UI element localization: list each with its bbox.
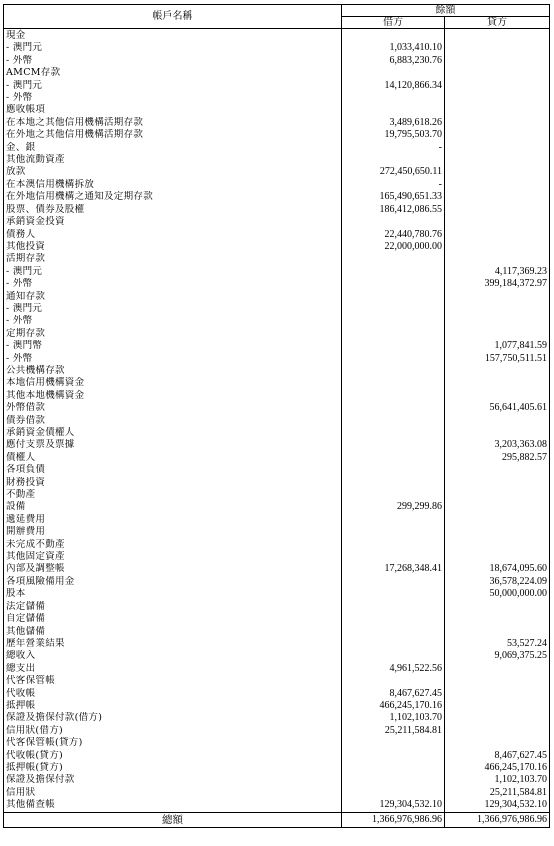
- table-row: [4, 551, 550, 563]
- debit-cell: [342, 402, 445, 414]
- credit-cell: [445, 154, 550, 166]
- account-name-cell: 其他本地機構資金: [4, 390, 342, 402]
- balance-sheet: [3, 4, 549, 840]
- table-row: [4, 92, 550, 104]
- account-name-cell: 代客保管帳(貸方): [4, 737, 342, 749]
- account-name-cell: 未完成不動產: [4, 539, 342, 551]
- account-name-cell: 其他儲備: [4, 626, 342, 638]
- table-row: [4, 104, 550, 116]
- credit-cell: [445, 725, 550, 737]
- debit-cell: 6,883,230.76: [342, 55, 445, 67]
- credit-cell: [445, 328, 550, 340]
- account-name-cell: 活期存款: [4, 253, 342, 265]
- account-name-cell: 在本澳信用機構拆放: [4, 179, 342, 191]
- credit-cell: [445, 712, 550, 724]
- debit-cell: [342, 762, 445, 774]
- table-row: [4, 675, 550, 687]
- credit-header: 貸方: [445, 17, 550, 29]
- debit-cell: 25,211,584.81: [342, 725, 445, 737]
- table-row: [4, 204, 550, 216]
- debit-cell: [342, 452, 445, 464]
- account-name-cell: 本地信用機構資金: [4, 377, 342, 389]
- credit-cell: [445, 29, 550, 43]
- account-name-cell: 承銷資金投資: [4, 216, 342, 228]
- debit-cell: 186,412,086.55: [342, 204, 445, 216]
- credit-cell: [445, 501, 550, 513]
- debit-cell: [342, 439, 445, 451]
- table-row: [4, 117, 550, 129]
- account-name-cell: - 外幣: [4, 55, 342, 67]
- table-row: [4, 501, 550, 513]
- debit-cell: 22,000,000.00: [342, 241, 445, 253]
- credit-cell: [445, 427, 550, 439]
- table-row: [4, 328, 550, 340]
- credit-cell: 399,184,372.97: [445, 278, 550, 290]
- total-label: 總額: [4, 812, 342, 827]
- table-row: [4, 67, 550, 79]
- account-name-cell: - 澳門幣: [4, 340, 342, 352]
- credit-cell: [445, 117, 550, 129]
- total-debit: 1,366,976,986.96: [342, 812, 445, 827]
- table-row: [4, 489, 550, 501]
- account-name-cell: 內部及調整帳: [4, 563, 342, 575]
- credit-cell: 4,117,369.23: [445, 266, 550, 278]
- account-name-cell: 抵押帳(貸方): [4, 762, 342, 774]
- credit-cell: [445, 365, 550, 377]
- debit-cell: [342, 613, 445, 625]
- credit-cell: [445, 166, 550, 178]
- credit-cell: [445, 191, 550, 203]
- debit-cell: [342, 774, 445, 786]
- debit-cell: 1,033,410.10: [342, 42, 445, 54]
- account-name-cell: 總收入: [4, 650, 342, 662]
- debit-cell: [342, 390, 445, 402]
- debit-cell: [342, 377, 445, 389]
- account-name-cell: - 外幣: [4, 315, 342, 327]
- table-row: [4, 216, 550, 228]
- credit-cell: [445, 626, 550, 638]
- debit-cell: [342, 477, 445, 489]
- table-row: [4, 303, 550, 315]
- account-name-cell: 在外地之其他信用機構活期存款: [4, 129, 342, 141]
- table-row: [4, 799, 550, 812]
- debit-cell: 129,304,532.10: [342, 799, 445, 812]
- credit-cell: 1,102,103.70: [445, 774, 550, 786]
- credit-cell: [445, 601, 550, 613]
- debit-cell: -: [342, 142, 445, 154]
- table-row: [4, 576, 550, 588]
- debit-cell: [342, 650, 445, 662]
- account-name-cell: - 外幣: [4, 353, 342, 365]
- account-name-cell: - 澳門元: [4, 42, 342, 54]
- table-row: [4, 191, 550, 203]
- table-row: [4, 229, 550, 241]
- debit-cell: [342, 291, 445, 303]
- credit-cell: [445, 477, 550, 489]
- credit-cell: [445, 291, 550, 303]
- credit-cell: [445, 539, 550, 551]
- debit-cell: [342, 514, 445, 526]
- debit-cell: [342, 638, 445, 650]
- table-row: [4, 266, 550, 278]
- account-name-cell: 抵押帳: [4, 700, 342, 712]
- account-name-cell: 信用狀: [4, 787, 342, 799]
- credit-cell: [445, 464, 550, 476]
- credit-cell: 50,000,000.00: [445, 588, 550, 600]
- table-row: [4, 80, 550, 92]
- credit-cell: [445, 688, 550, 700]
- table-row: [4, 154, 550, 166]
- account-name-cell: 債務人: [4, 229, 342, 241]
- account-name-cell: 承銷資金債權人: [4, 427, 342, 439]
- debit-cell: [342, 315, 445, 327]
- account-name-cell: 股票、債券及股權: [4, 204, 342, 216]
- account-name-cell: 各項風險備用金: [4, 576, 342, 588]
- credit-cell: [445, 514, 550, 526]
- credit-cell: [445, 390, 550, 402]
- credit-cell: [445, 663, 550, 675]
- debit-cell: 1,102,103.70: [342, 712, 445, 724]
- total-credit: 1,366,976,986.96: [445, 812, 550, 827]
- account-name-cell: 公共機構存款: [4, 365, 342, 377]
- account-name-cell: 其他流動資產: [4, 154, 342, 166]
- debit-cell: [342, 353, 445, 365]
- balance-header: 餘額: [342, 5, 550, 17]
- debit-cell: [342, 427, 445, 439]
- debit-cell: [342, 737, 445, 749]
- credit-cell: 8,467,627.45: [445, 750, 550, 762]
- table-row: [4, 588, 550, 600]
- account-name-cell: - 外幣: [4, 278, 342, 290]
- debit-cell: 14,120,866.34: [342, 80, 445, 92]
- credit-cell: 157,750,511.51: [445, 353, 550, 365]
- debit-cell: [342, 266, 445, 278]
- table-row: [4, 563, 550, 575]
- total-row: [4, 812, 550, 827]
- credit-cell: [445, 613, 550, 625]
- account-name-cell: 各項負債: [4, 464, 342, 476]
- credit-cell: 9,069,375.25: [445, 650, 550, 662]
- credit-cell: 25,211,584.81: [445, 787, 550, 799]
- table-row: [4, 241, 550, 253]
- table-row: [4, 712, 550, 724]
- account-name-cell: 代客保管帳: [4, 675, 342, 687]
- credit-cell: [445, 303, 550, 315]
- debit-cell: [342, 278, 445, 290]
- table-row: [4, 253, 550, 265]
- debit-cell: [342, 67, 445, 79]
- account-name-cell: 在外地信用機構之通知及定期存款: [4, 191, 342, 203]
- credit-cell: [445, 55, 550, 67]
- debit-cell: -: [342, 179, 445, 191]
- account-name-cell: 現金: [4, 29, 342, 43]
- credit-cell: [445, 92, 550, 104]
- table-row: [4, 688, 550, 700]
- table-row: [4, 142, 550, 154]
- account-name-cell: 放款: [4, 166, 342, 178]
- table-row: [4, 340, 550, 352]
- table-row: [4, 278, 550, 290]
- credit-cell: [445, 104, 550, 116]
- account-name-cell: 其他備查帳: [4, 799, 342, 812]
- debit-cell: [342, 92, 445, 104]
- table-row: [4, 787, 550, 799]
- table-row: [4, 514, 550, 526]
- account-name-cell: 股本: [4, 588, 342, 600]
- credit-cell: 129,304,532.10: [445, 799, 550, 812]
- account-name-cell: 信用狀(借方): [4, 725, 342, 737]
- credit-cell: [445, 737, 550, 749]
- debit-cell: 19,795,503.70: [342, 129, 445, 141]
- table-row: [4, 129, 550, 141]
- debit-cell: 4,961,522.56: [342, 663, 445, 675]
- credit-cell: [445, 204, 550, 216]
- table-row: [4, 402, 550, 414]
- credit-cell: [445, 67, 550, 79]
- account-name-cell: 保證及擔保付款(借方): [4, 712, 342, 724]
- debit-cell: [342, 551, 445, 563]
- table-row: [4, 377, 550, 389]
- account-name-cell: 債權人: [4, 452, 342, 464]
- credit-cell: [445, 142, 550, 154]
- table-row: [4, 42, 550, 54]
- credit-cell: 36,578,224.09: [445, 576, 550, 588]
- credit-cell: [445, 551, 550, 563]
- debit-cell: 8,467,627.45: [342, 688, 445, 700]
- credit-cell: [445, 489, 550, 501]
- table-row: [4, 315, 550, 327]
- table-row: [4, 353, 550, 365]
- debit-cell: [342, 340, 445, 352]
- account-name-cell: 應收帳項: [4, 104, 342, 116]
- credit-cell: [445, 415, 550, 427]
- credit-cell: 18,674,095.60: [445, 563, 550, 575]
- debit-cell: [342, 464, 445, 476]
- table-row: [4, 762, 550, 774]
- account-name-cell: 遞延費用: [4, 514, 342, 526]
- account-name-cell: 財務投資: [4, 477, 342, 489]
- debit-cell: [342, 253, 445, 265]
- account-rows: [4, 29, 550, 813]
- account-name-cell: 總支出: [4, 663, 342, 675]
- debit-cell: 299,299.86: [342, 501, 445, 513]
- credit-cell: [445, 241, 550, 253]
- debit-cell: 22,440,780.76: [342, 229, 445, 241]
- table-row: [4, 29, 550, 43]
- account-name-cell: 應付支票及票據: [4, 439, 342, 451]
- account-name-header: 帳戶名稱: [4, 5, 342, 29]
- account-name-cell: 其他固定資產: [4, 551, 342, 563]
- account-name-cell: 歷年營業結果: [4, 638, 342, 650]
- credit-cell: 53,527.24: [445, 638, 550, 650]
- table-row: [4, 415, 550, 427]
- credit-cell: [445, 253, 550, 265]
- debit-cell: [342, 104, 445, 116]
- account-name-cell: - 外幣: [4, 92, 342, 104]
- table-row: [4, 291, 550, 303]
- debit-cell: [342, 526, 445, 538]
- credit-cell: 295,882.57: [445, 452, 550, 464]
- table-row: [4, 663, 550, 675]
- table-row: [4, 601, 550, 613]
- credit-cell: [445, 42, 550, 54]
- account-table: [3, 4, 550, 828]
- table-row: [4, 650, 550, 662]
- debit-cell: [342, 415, 445, 427]
- account-name-cell: AMCM存款: [4, 67, 342, 79]
- account-name-cell: 金、銀: [4, 142, 342, 154]
- account-name-cell: 外幣借款: [4, 402, 342, 414]
- account-name-cell: 保證及擔保付款: [4, 774, 342, 786]
- table-row: [4, 166, 550, 178]
- account-name-cell: 不動產: [4, 489, 342, 501]
- account-name-cell: 設備: [4, 501, 342, 513]
- table-row: [4, 750, 550, 762]
- table-row: [4, 439, 550, 451]
- credit-cell: [445, 216, 550, 228]
- account-name-cell: 其他投資: [4, 241, 342, 253]
- debit-cell: [342, 216, 445, 228]
- debit-cell: 17,268,348.41: [342, 563, 445, 575]
- debit-cell: [342, 29, 445, 43]
- table-row: [4, 464, 550, 476]
- account-name-cell: 定期存款: [4, 328, 342, 340]
- table-row: [4, 737, 550, 749]
- debit-cell: [342, 601, 445, 613]
- debit-cell: 165,490,651.33: [342, 191, 445, 203]
- debit-cell: 272,450,650.11: [342, 166, 445, 178]
- debit-cell: [342, 787, 445, 799]
- credit-cell: [445, 675, 550, 687]
- debit-cell: [342, 750, 445, 762]
- account-name-cell: 在本地之其他信用機構活期存款: [4, 117, 342, 129]
- account-name-cell: 自定儲備: [4, 613, 342, 625]
- credit-cell: [445, 80, 550, 92]
- table-row: [4, 638, 550, 650]
- credit-cell: [445, 179, 550, 191]
- account-name-cell: 代收帳: [4, 688, 342, 700]
- debit-cell: [342, 154, 445, 166]
- credit-cell: 3,203,363.08: [445, 439, 550, 451]
- credit-cell: 1,077,841.59: [445, 340, 550, 352]
- table-row: [4, 626, 550, 638]
- debit-cell: [342, 328, 445, 340]
- debit-cell: [342, 675, 445, 687]
- account-name-cell: - 澳門元: [4, 80, 342, 92]
- account-name-cell: 法定儲備: [4, 601, 342, 613]
- table-row: [4, 179, 550, 191]
- credit-cell: [445, 526, 550, 538]
- table-row: [4, 700, 550, 712]
- debit-cell: 3,489,618.26: [342, 117, 445, 129]
- credit-cell: [445, 229, 550, 241]
- table-row: [4, 539, 550, 551]
- table-row: [4, 55, 550, 67]
- debit-cell: [342, 576, 445, 588]
- credit-cell: [445, 129, 550, 141]
- account-name-cell: - 澳門元: [4, 303, 342, 315]
- table-row: [4, 613, 550, 625]
- credit-cell: [445, 377, 550, 389]
- debit-cell: [342, 626, 445, 638]
- account-name-cell: 代收帳(貸方): [4, 750, 342, 762]
- debit-cell: [342, 303, 445, 315]
- debit-cell: [342, 539, 445, 551]
- table-row: [4, 774, 550, 786]
- table-row: [4, 526, 550, 538]
- account-name-cell: - 澳門元: [4, 266, 342, 278]
- table-row: [4, 452, 550, 464]
- table-row: [4, 427, 550, 439]
- credit-cell: [445, 315, 550, 327]
- table-row: [4, 365, 550, 377]
- account-name-cell: 債券借款: [4, 415, 342, 427]
- debit-header: 借方: [342, 17, 445, 29]
- credit-cell: 56,641,405.61: [445, 402, 550, 414]
- table-row: [4, 725, 550, 737]
- credit-cell: [445, 700, 550, 712]
- debit-cell: [342, 588, 445, 600]
- account-name-cell: 開辦費用: [4, 526, 342, 538]
- table-row: [4, 390, 550, 402]
- table-row: [4, 477, 550, 489]
- debit-cell: [342, 365, 445, 377]
- debit-cell: 466,245,170.16: [342, 700, 445, 712]
- account-name-cell: 通知存款: [4, 291, 342, 303]
- credit-cell: 466,245,170.16: [445, 762, 550, 774]
- debit-cell: [342, 489, 445, 501]
